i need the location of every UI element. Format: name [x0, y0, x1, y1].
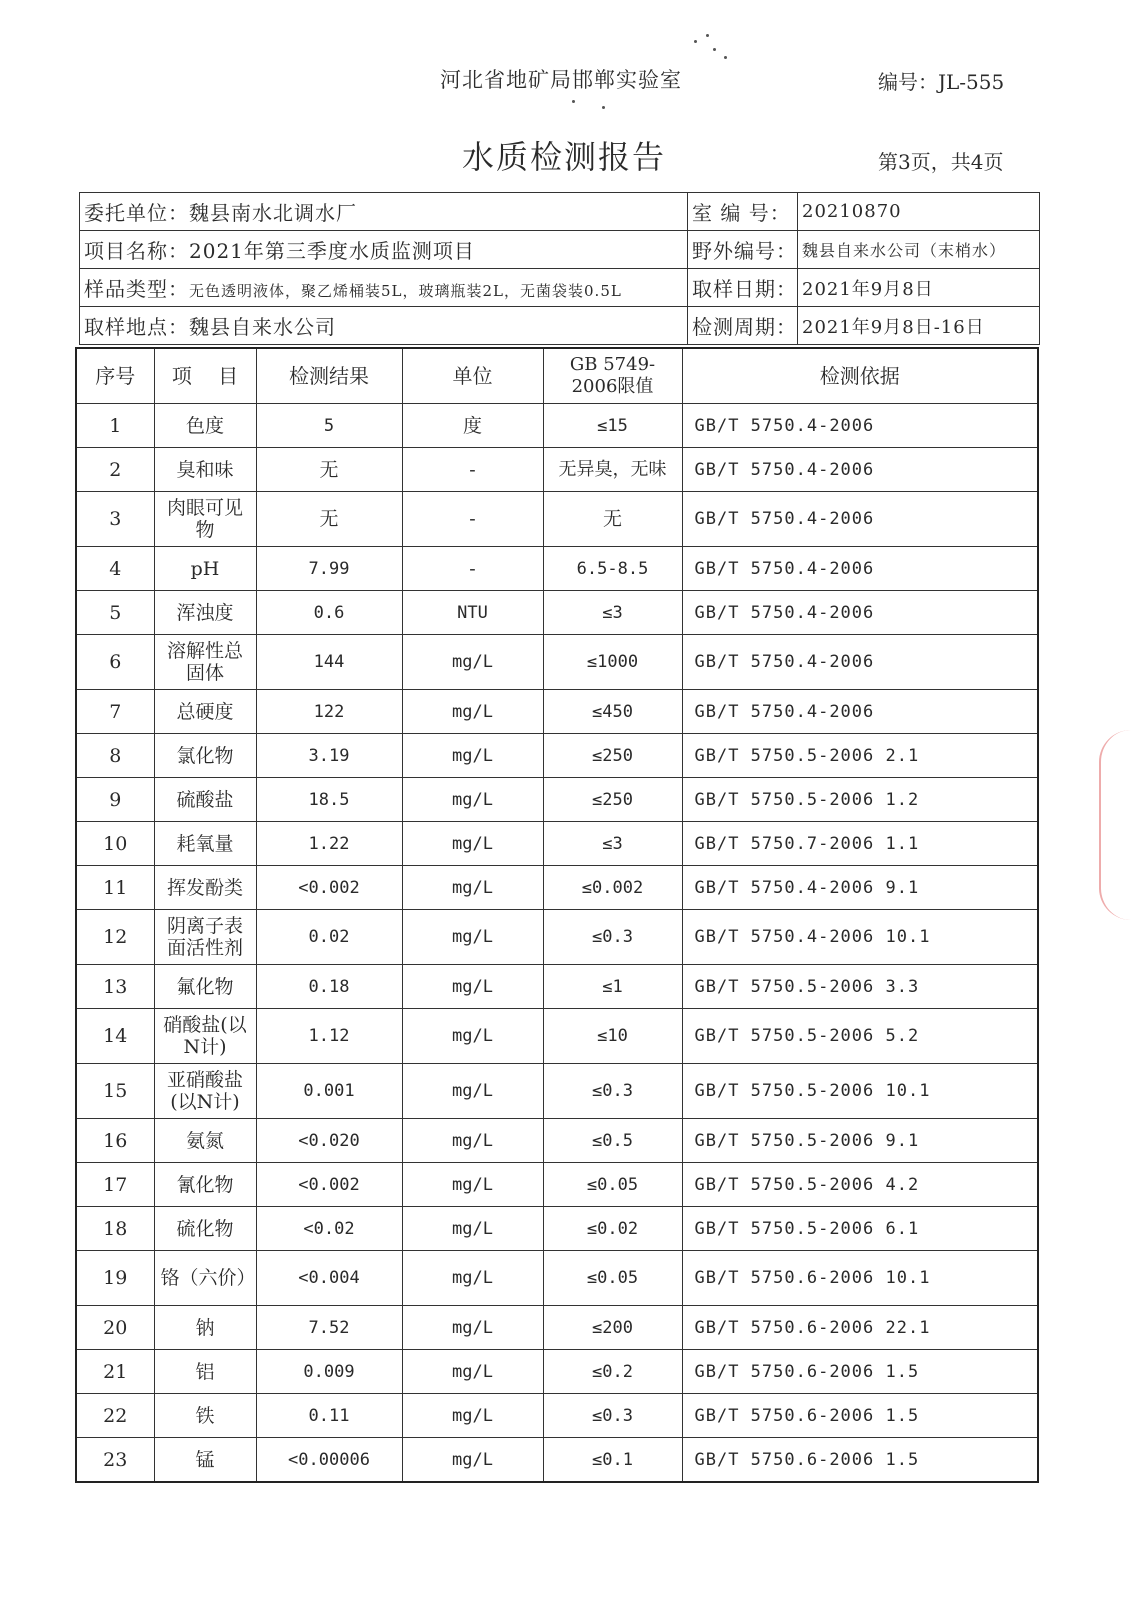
- scan-speck: [694, 40, 697, 43]
- row-no: 4: [76, 547, 154, 591]
- project-value: 2021年第三季度水质监测项目: [189, 239, 475, 263]
- row-basis: GB/T 5750.4-2006: [682, 448, 1038, 492]
- row-item: 硫化物: [154, 1207, 256, 1251]
- row-unit: mg/L: [402, 1064, 543, 1119]
- lab-name: 河北省地矿局邯郸实验室: [440, 68, 682, 92]
- table-header-row: [76, 348, 1038, 404]
- row-limit: ≤250: [543, 734, 682, 778]
- row-unit: mg/L: [402, 1207, 543, 1251]
- row-basis: GB/T 5750.4-2006: [682, 547, 1038, 591]
- row-unit: mg/L: [402, 1306, 543, 1350]
- document-number: 编号：JL-555: [878, 70, 1005, 94]
- location-label: 取样地点：: [84, 315, 189, 339]
- row-item: pH: [154, 547, 256, 591]
- row-item: 浑浊度: [154, 591, 256, 635]
- row-item: 硝酸盐(以N计): [154, 1009, 256, 1064]
- row-item: 铝: [154, 1350, 256, 1394]
- row-limit: ≤0.3: [543, 910, 682, 965]
- row-unit: mg/L: [402, 778, 543, 822]
- header-item: 项 目: [154, 348, 256, 404]
- row-unit: mg/L: [402, 965, 543, 1009]
- row-item: 锰: [154, 1438, 256, 1483]
- sample-type-cell: [80, 269, 688, 307]
- row-no: 3: [76, 492, 154, 547]
- row-result: 无: [256, 492, 402, 547]
- table-row: [76, 492, 1038, 547]
- table-row: [76, 1064, 1038, 1119]
- header-unit: 单位: [402, 348, 543, 404]
- table-row: [76, 778, 1038, 822]
- location-value: 魏县自来水公司: [189, 315, 336, 339]
- row-limit: ≤0.1: [543, 1438, 682, 1483]
- row-no: 12: [76, 910, 154, 965]
- page-info: 第3页，共4页: [878, 150, 1004, 174]
- row-item: 阴离子表面活性剂: [154, 910, 256, 965]
- table-row: [76, 1163, 1038, 1207]
- row-item: 肉眼可见物: [154, 492, 256, 547]
- row-limit: ≤0.002: [543, 866, 682, 910]
- row-no: 16: [76, 1119, 154, 1163]
- row-item: 硫酸盐: [154, 778, 256, 822]
- row-result: 0.11: [256, 1394, 402, 1438]
- row-basis: GB/T 5750.6-2006 1.5: [682, 1350, 1038, 1394]
- row-limit: ≤0.02: [543, 1207, 682, 1251]
- row-no: 10: [76, 822, 154, 866]
- row-basis: GB/T 5750.5-2006 5.2: [682, 1009, 1038, 1064]
- row-unit: mg/L: [402, 910, 543, 965]
- row-limit: ≤0.05: [543, 1251, 682, 1306]
- row-result: <0.00006: [256, 1438, 402, 1483]
- row-unit: -: [402, 448, 543, 492]
- table-row: [76, 910, 1038, 965]
- row-limit: 无: [543, 492, 682, 547]
- row-no: 15: [76, 1064, 154, 1119]
- row-basis: GB/T 5750.5-2006 3.3: [682, 965, 1038, 1009]
- row-item: 铬（六价）: [154, 1251, 256, 1306]
- row-no: 5: [76, 591, 154, 635]
- sample-type-label: 样品类型：: [84, 277, 189, 301]
- row-item: 亚硝酸盐(以N计): [154, 1064, 256, 1119]
- scan-speck: [713, 48, 716, 51]
- row-no: 17: [76, 1163, 154, 1207]
- red-seal-stamp: [1099, 730, 1131, 920]
- row-result: 1.22: [256, 822, 402, 866]
- row-unit: mg/L: [402, 635, 543, 690]
- row-basis: GB/T 5750.6-2006 10.1: [682, 1251, 1038, 1306]
- row-basis: GB/T 5750.6-2006 22.1: [682, 1306, 1038, 1350]
- sampling-date-label: 取样日期：: [688, 269, 798, 307]
- row-unit: mg/L: [402, 822, 543, 866]
- table-row: [76, 734, 1038, 778]
- room-no-label: 室 编 号：: [688, 193, 798, 231]
- row-limit: ≤0.3: [543, 1394, 682, 1438]
- info-row: [80, 231, 1040, 269]
- row-item: 钠: [154, 1306, 256, 1350]
- info-row: [80, 307, 1040, 345]
- room-no-value: 20210870: [798, 193, 1040, 231]
- row-unit: mg/L: [402, 1163, 543, 1207]
- row-unit: -: [402, 547, 543, 591]
- sampling-date-value: 2021年9月8日: [798, 269, 1040, 307]
- project-cell: [80, 231, 688, 269]
- row-no: 13: [76, 965, 154, 1009]
- table-row: [76, 965, 1038, 1009]
- row-basis: GB/T 5750.4-2006: [682, 591, 1038, 635]
- row-result: <0.002: [256, 866, 402, 910]
- row-unit: mg/L: [402, 690, 543, 734]
- row-result: <0.004: [256, 1251, 402, 1306]
- row-result: 0.009: [256, 1350, 402, 1394]
- sample-type-value: 无色透明液体，聚乙烯桶装5L，玻璃瓶装2L，无菌袋装0.5L: [189, 282, 622, 300]
- row-basis: GB/T 5750.7-2006 1.1: [682, 822, 1038, 866]
- scan-speck: [724, 56, 727, 59]
- row-basis: GB/T 5750.5-2006 10.1: [682, 1064, 1038, 1119]
- row-no: 11: [76, 866, 154, 910]
- client-label: 委托单位：: [84, 201, 189, 225]
- row-unit: mg/L: [402, 1394, 543, 1438]
- row-result: 0.6: [256, 591, 402, 635]
- scan-speck: [706, 34, 709, 37]
- row-unit: mg/L: [402, 866, 543, 910]
- row-result: 5: [256, 404, 402, 448]
- row-no: 1: [76, 404, 154, 448]
- row-item: 氰化物: [154, 1163, 256, 1207]
- row-basis: GB/T 5750.5-2006 4.2: [682, 1163, 1038, 1207]
- field-no-value: 魏县自来水公司（末梢水）: [798, 231, 1040, 269]
- row-limit: ≤3: [543, 591, 682, 635]
- row-limit: ≤450: [543, 690, 682, 734]
- row-unit: mg/L: [402, 734, 543, 778]
- row-unit: 度: [402, 404, 543, 448]
- row-result: 0.18: [256, 965, 402, 1009]
- table-row: [76, 822, 1038, 866]
- scan-speck: [602, 106, 605, 109]
- info-row: [80, 193, 1040, 231]
- row-result: 0.001: [256, 1064, 402, 1119]
- header-seq: 序号: [76, 348, 154, 404]
- table-row: [76, 1251, 1038, 1306]
- sample-info-table: [79, 192, 1040, 345]
- row-result: 3.19: [256, 734, 402, 778]
- table-row: [76, 591, 1038, 635]
- row-limit: ≤1: [543, 965, 682, 1009]
- row-limit: ≤200: [543, 1306, 682, 1350]
- row-item: 溶解性总固体: [154, 635, 256, 690]
- row-no: 20: [76, 1306, 154, 1350]
- period-value: 2021年9月8日-16日: [798, 307, 1040, 345]
- report-title: 水质检测报告: [462, 138, 667, 176]
- row-result: 18.5: [256, 778, 402, 822]
- row-item: 臭和味: [154, 448, 256, 492]
- row-basis: GB/T 5750.4-2006: [682, 492, 1038, 547]
- row-item: 氨氮: [154, 1119, 256, 1163]
- table-row: [76, 690, 1038, 734]
- row-unit: NTU: [402, 591, 543, 635]
- row-no: 18: [76, 1207, 154, 1251]
- row-unit: mg/L: [402, 1119, 543, 1163]
- row-limit: 6.5-8.5: [543, 547, 682, 591]
- row-no: 19: [76, 1251, 154, 1306]
- header-limit: GB 5749-2006限值: [543, 348, 682, 404]
- info-row: [80, 269, 1040, 307]
- row-no: 22: [76, 1394, 154, 1438]
- field-no-label: 野外编号：: [688, 231, 798, 269]
- row-basis: GB/T 5750.5-2006 2.1: [682, 734, 1038, 778]
- row-limit: ≤0.05: [543, 1163, 682, 1207]
- table-row: [76, 1438, 1038, 1483]
- row-basis: GB/T 5750.5-2006 6.1: [682, 1207, 1038, 1251]
- period-label: 检测周期：: [688, 307, 798, 345]
- row-result: 1.12: [256, 1009, 402, 1064]
- row-unit: mg/L: [402, 1251, 543, 1306]
- row-no: 14: [76, 1009, 154, 1064]
- row-basis: GB/T 5750.4-2006 9.1: [682, 866, 1038, 910]
- row-result: 0.02: [256, 910, 402, 965]
- row-item: 总硬度: [154, 690, 256, 734]
- row-item: 挥发酚类: [154, 866, 256, 910]
- row-basis: GB/T 5750.5-2006 1.2: [682, 778, 1038, 822]
- row-limit: ≤15: [543, 404, 682, 448]
- row-limit: 无异臭，无味: [543, 448, 682, 492]
- row-result: <0.002: [256, 1163, 402, 1207]
- table-row: [76, 448, 1038, 492]
- row-limit: ≤3: [543, 822, 682, 866]
- row-result: 无: [256, 448, 402, 492]
- row-item: 铁: [154, 1394, 256, 1438]
- row-basis: GB/T 5750.4-2006: [682, 690, 1038, 734]
- client-value: 魏县南水北调水厂: [189, 201, 357, 225]
- row-result: 122: [256, 690, 402, 734]
- project-label: 项目名称：: [84, 239, 189, 263]
- location-cell: [80, 307, 688, 345]
- row-result: <0.020: [256, 1119, 402, 1163]
- row-limit: ≤0.5: [543, 1119, 682, 1163]
- row-no: 8: [76, 734, 154, 778]
- table-row: [76, 1306, 1038, 1350]
- row-no: 7: [76, 690, 154, 734]
- row-unit: -: [402, 492, 543, 547]
- table-row: [76, 404, 1038, 448]
- row-limit: ≤0.3: [543, 1064, 682, 1119]
- row-no: 2: [76, 448, 154, 492]
- row-result: 144: [256, 635, 402, 690]
- table-row: [76, 1207, 1038, 1251]
- table-row: [76, 1119, 1038, 1163]
- table-row: [76, 866, 1038, 910]
- row-item: 氯化物: [154, 734, 256, 778]
- row-basis: GB/T 5750.4-2006: [682, 404, 1038, 448]
- table-row: [76, 1009, 1038, 1064]
- row-basis: GB/T 5750.5-2006 9.1: [682, 1119, 1038, 1163]
- row-basis: GB/T 5750.6-2006 1.5: [682, 1438, 1038, 1483]
- row-limit: ≤10: [543, 1009, 682, 1064]
- table-row: [76, 1350, 1038, 1394]
- table-row: [76, 635, 1038, 690]
- row-basis: GB/T 5750.6-2006 1.5: [682, 1394, 1038, 1438]
- row-limit: ≤250: [543, 778, 682, 822]
- row-limit: ≤0.2: [543, 1350, 682, 1394]
- row-unit: mg/L: [402, 1350, 543, 1394]
- header-result: 检测结果: [256, 348, 402, 404]
- row-no: 21: [76, 1350, 154, 1394]
- water-quality-results-table: [75, 347, 1039, 1483]
- row-result: <0.02: [256, 1207, 402, 1251]
- row-basis: GB/T 5750.4-2006: [682, 635, 1038, 690]
- row-no: 9: [76, 778, 154, 822]
- row-no: 6: [76, 635, 154, 690]
- row-limit: ≤1000: [543, 635, 682, 690]
- client-cell: [80, 193, 688, 231]
- header-basis: 检测依据: [682, 348, 1038, 404]
- row-no: 23: [76, 1438, 154, 1483]
- table-row: [76, 547, 1038, 591]
- row-item: 氟化物: [154, 965, 256, 1009]
- scan-speck: [572, 100, 575, 103]
- row-item: 耗氧量: [154, 822, 256, 866]
- row-result: 7.99: [256, 547, 402, 591]
- row-item: 色度: [154, 404, 256, 448]
- row-unit: mg/L: [402, 1009, 543, 1064]
- row-result: 7.52: [256, 1306, 402, 1350]
- table-row: [76, 1394, 1038, 1438]
- row-basis: GB/T 5750.4-2006 10.1: [682, 910, 1038, 965]
- row-unit: mg/L: [402, 1438, 543, 1483]
